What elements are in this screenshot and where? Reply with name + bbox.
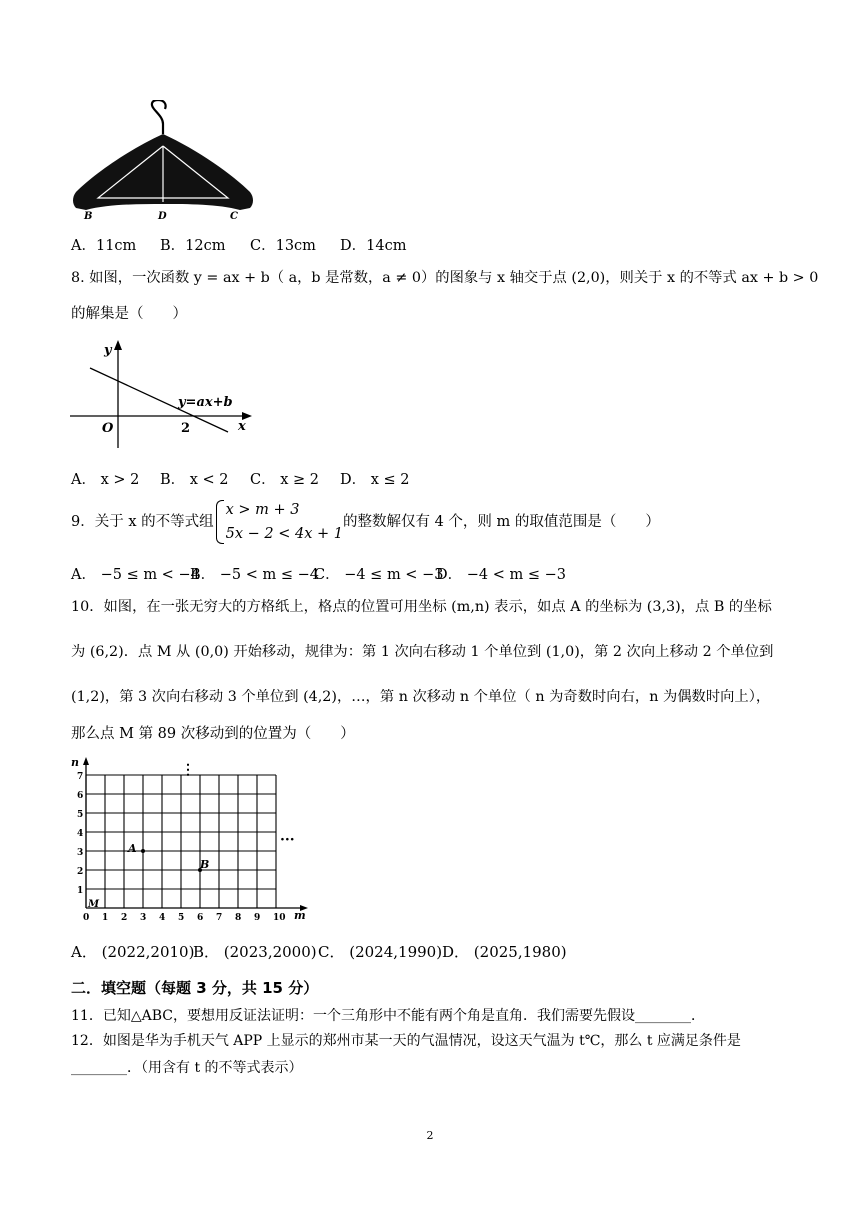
q9-option-b: B． −5 < m ≤ −4	[190, 567, 319, 583]
q10-text-line2: 为 (6,2)．点 M 从 (0,0) 开始移动，规律为：第 1 次向右移动 1 个单位到 (1,0)，第 2 次向上移动 2 个单位到	[71, 644, 774, 660]
q9-ineq-2: 5x − 2 < 4x + 1	[225, 526, 343, 542]
q8-option-d: D． x ≤ 2	[340, 472, 410, 488]
grid-n-label: n	[71, 756, 79, 769]
q7-option-b: B．12cm	[160, 238, 226, 254]
q9-option-c: C． −4 ≤ m < −3	[314, 567, 444, 583]
grid-dots-top: ⋮	[181, 762, 195, 778]
q9-inequality-system	[214, 498, 343, 546]
q7-option-c: C．13cm	[250, 238, 316, 254]
grid-y-tick-label: 3	[77, 848, 84, 858]
grid-x-tick-label: 4	[159, 913, 166, 923]
q10-option-d: D． (2025,1980)	[442, 943, 567, 961]
q9-text	[71, 498, 660, 546]
q8-option-b: B． x < 2	[160, 472, 229, 488]
graph-intercept-label: 2	[181, 421, 191, 436]
graph-origin-label: O	[102, 421, 114, 436]
q9-option-a: A． −5 ≤ m < −4	[71, 567, 200, 583]
q10-text-line4: 那么点 M 第 89 次移动到的位置为（ ）	[71, 726, 355, 742]
grid-point-b-label: B	[200, 858, 210, 871]
section-title: 二．填空题（每题 3 分，共 15 分）	[71, 979, 319, 997]
q8-text-line2: 的解集是（ ）	[71, 306, 187, 322]
grid-y-tick-label: 1	[77, 886, 84, 896]
grid-m-label: m	[294, 909, 306, 922]
q9-suffix: 的整数解仅有 4 个，则 m 的取值范围是（ ）	[342, 514, 660, 530]
q10-option-c: C． (2024,1990)	[318, 943, 443, 961]
q10-option-b: B． (2023,2000)	[193, 943, 317, 961]
grid-y-tick-label: 4	[77, 829, 84, 839]
grid-x-tick-label: 3	[140, 913, 147, 923]
graph-y-label: y	[104, 343, 112, 358]
grid-x-tick-label: 2	[121, 913, 128, 923]
hanger-label-c: C	[230, 211, 238, 222]
page-number: 2	[426, 1129, 434, 1142]
q8-option-a: A． x > 2	[71, 472, 140, 488]
q10-option-a: A． (2022,2010)	[71, 943, 195, 961]
hanger-label-d: D	[158, 211, 167, 222]
grid-y-tick-label: 2	[77, 867, 84, 877]
graph-x-label: x	[238, 419, 246, 434]
q12-text-line2: ________．（用含有 t 的不等式表示）	[71, 1060, 303, 1076]
grid-x-tick-label: 0	[83, 913, 90, 923]
hanger-figure	[68, 100, 258, 222]
q9-prefix: 9．关于 x 的不等式组	[71, 514, 214, 530]
graph-line-label: y=ax+b	[178, 395, 233, 410]
grid-y-tick-label: 7	[77, 772, 84, 782]
hanger-label-b: B	[84, 211, 93, 222]
coordinate-grid-figure	[68, 756, 318, 924]
grid-x-tick-label: 7	[216, 913, 223, 923]
q8-option-c: C． x ≥ 2	[250, 472, 319, 488]
grid-x-tick-label: 9	[254, 913, 261, 923]
q7-option-a: A．11cm	[71, 238, 137, 254]
grid-x-tick-label: 10	[273, 913, 286, 923]
q9-option-d: D． −4 < m ≤ −3	[436, 567, 566, 583]
grid-y-tick-label: 5	[77, 810, 84, 820]
q9-ineq-1: x > m + 3	[225, 502, 300, 518]
q10-text-line3: (1,2)，第 3 次向右移动 3 个单位到 (4,2)，…，第 n 次移动 n 个单位（ n 为奇数时向右，n 为偶数时向上），	[71, 689, 771, 705]
grid-dots-right: ···	[280, 832, 295, 848]
grid-x-tick-label: 5	[178, 913, 185, 923]
linear-function-graph	[70, 338, 255, 448]
q11-text: 11．已知△ABC，要想用反证法证明：一个三角形中不能有两个角是直角．我们需要先假设________．	[71, 1008, 705, 1024]
q12-text-line1: 12．如图是华为手机天气 APP 上显示的郑州市某一天的气温情况，设这天气温为 t℃，那么 t 应满足条件是	[71, 1033, 741, 1049]
q8-text-line1: 8. 如图，一次函数 y = ax + b（ a，b 是常数，a ≠ 0）的图象与 x 轴交于点 (2,0)，则关于 x 的不等式 ax + b > 0	[71, 270, 819, 286]
grid-x-tick-label: 6	[197, 913, 204, 923]
grid-x-tick-label: 1	[102, 913, 109, 923]
grid-point-m-label: M	[88, 899, 100, 910]
q10-text-line1: 10．如图，在一张无穷大的方格纸上，格点的位置可用坐标 (m,n) 表示，如点 A 的坐标为 (3,3)，点 B 的坐标	[71, 599, 772, 615]
q7-option-d: D．14cm	[340, 238, 407, 254]
grid-point-a-label: A	[128, 842, 137, 855]
grid-y-tick-label: 6	[77, 791, 84, 801]
grid-x-tick-label: 8	[235, 913, 242, 923]
